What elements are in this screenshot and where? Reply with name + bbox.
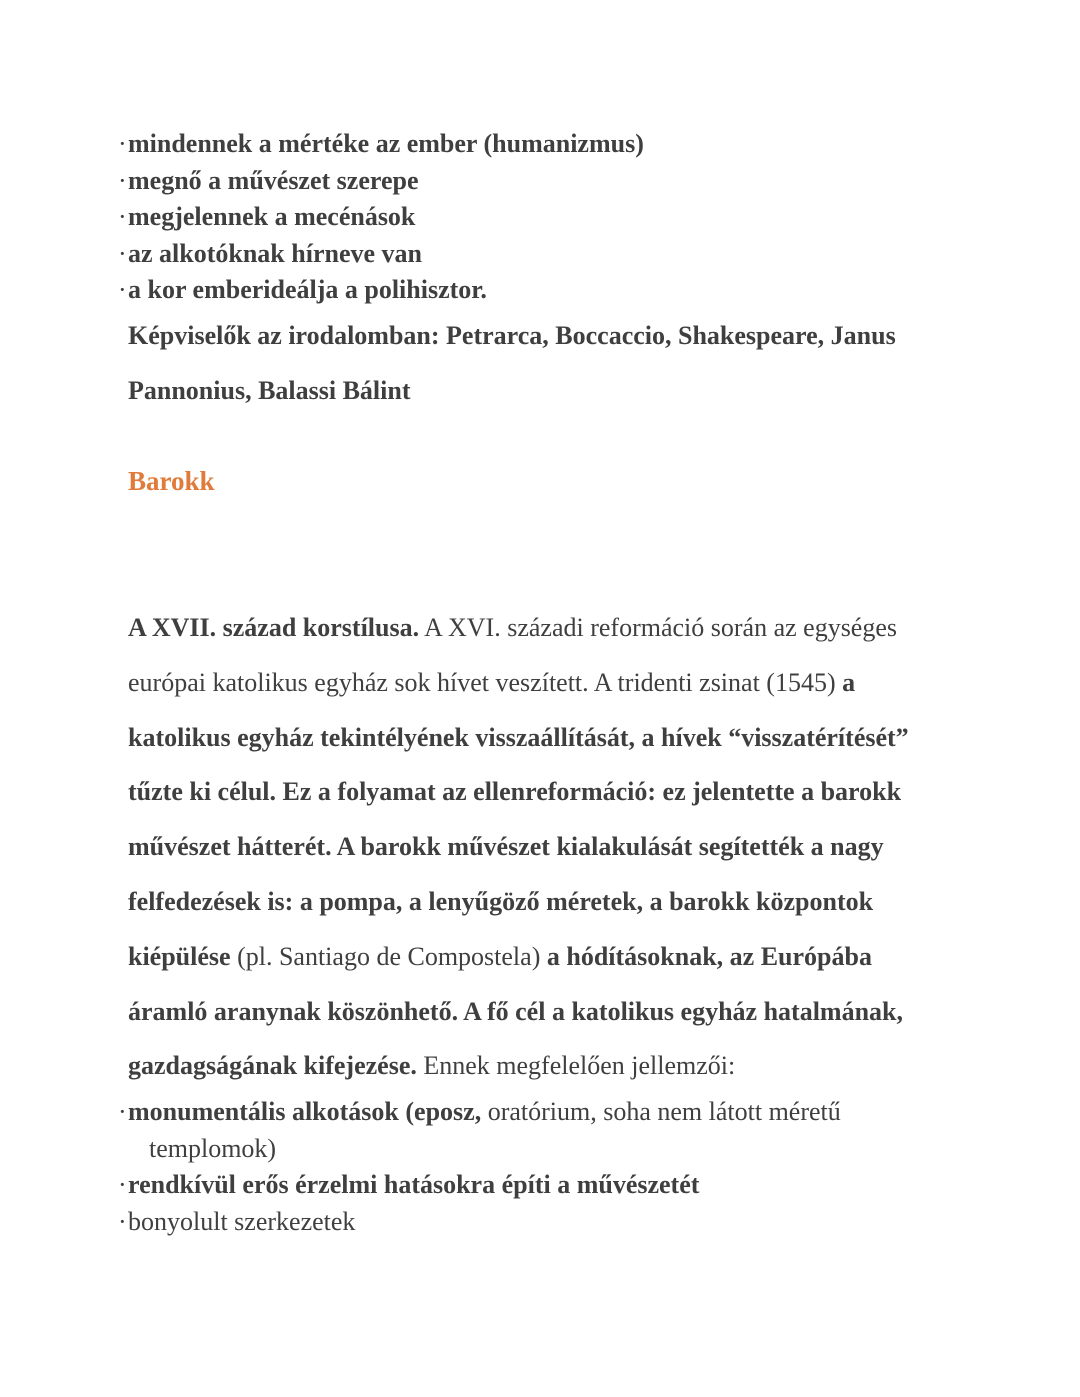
bullet-dot: · [118, 202, 127, 231]
section-heading-barokk: Barokk [128, 466, 215, 496]
bullet-dot: · [118, 238, 127, 268]
representatives-text [128, 308, 948, 418]
bullet-dot: · [118, 1170, 127, 1199]
list-item: ·az alkotóknak hírneve van [118, 236, 1018, 273]
paragraph-line: áramló aranynak köszönhető. A fő cél a katolikus egyház hatalmának, [128, 996, 904, 1026]
barokk-paragraph [128, 601, 938, 1094]
bullet-dot: · [118, 1206, 127, 1236]
list-item: ·bonyolult szerkezetek [118, 1204, 1018, 1241]
humanism-traits-list [118, 126, 1018, 309]
paragraph-line: tűzte ki célul. Ez a folyamat az ellenreformáció: ez jelentette a barokk [128, 777, 902, 807]
representatives-line-1: Képviselők az irodalomban: Petrarca, Boccaccio, Shakespeare, Janus [128, 321, 896, 350]
representatives-line-2: Pannonius, Balassi Bálint [128, 376, 411, 405]
paragraph-line: gazdagságának kifejezése. Ennek megfelelően jellemzői: [128, 1051, 736, 1081]
bullet-dot: · [118, 1097, 127, 1126]
list-item-continuation: templomok) [149, 1133, 277, 1163]
list-item: ·mindennek a mértéke az ember (humanizmus) [118, 126, 1018, 163]
paragraph-line: katolikus egyház tekintélyének visszaállítását, a hívek “visszatérítését” [128, 722, 909, 752]
list-item: ·megjelennek a mecénások [118, 199, 1018, 236]
paragraph-line: művészet hátterét. A barokk művészet kialakulását segítették a nagy [128, 832, 884, 862]
bullet-dot: · [118, 275, 127, 304]
paragraph-line: kiépülése (pl. Santiago de Compostela) a hódításoknak, az Európába [128, 941, 872, 971]
paragraph-line: európai katolikus egyház sok hívet veszített. A tridenti zsinat (1545) a [128, 667, 856, 697]
list-item: ·megnő a művészet szerepe [118, 163, 1018, 200]
list-item: ·monumentális alkotások (eposz, oratórium, soha nem látott méretű [118, 1094, 1018, 1131]
barokk-traits-list [118, 1094, 1018, 1240]
list-item: ·rendkívül erős érzelmi hatásokra építi a művészetét [118, 1167, 1018, 1204]
bullet-dot: · [118, 165, 127, 195]
paragraph-line: felfedezések is: a pompa, a lenyűgöző méretek, a barokk központok [128, 886, 874, 916]
bullet-dot: · [118, 129, 127, 158]
paragraph-line: A XVII. század korstílusa. A XVI. századi reformáció során az egységes [128, 613, 898, 642]
list-item: ·a kor emberideálja a polihisztor. [118, 272, 1018, 309]
